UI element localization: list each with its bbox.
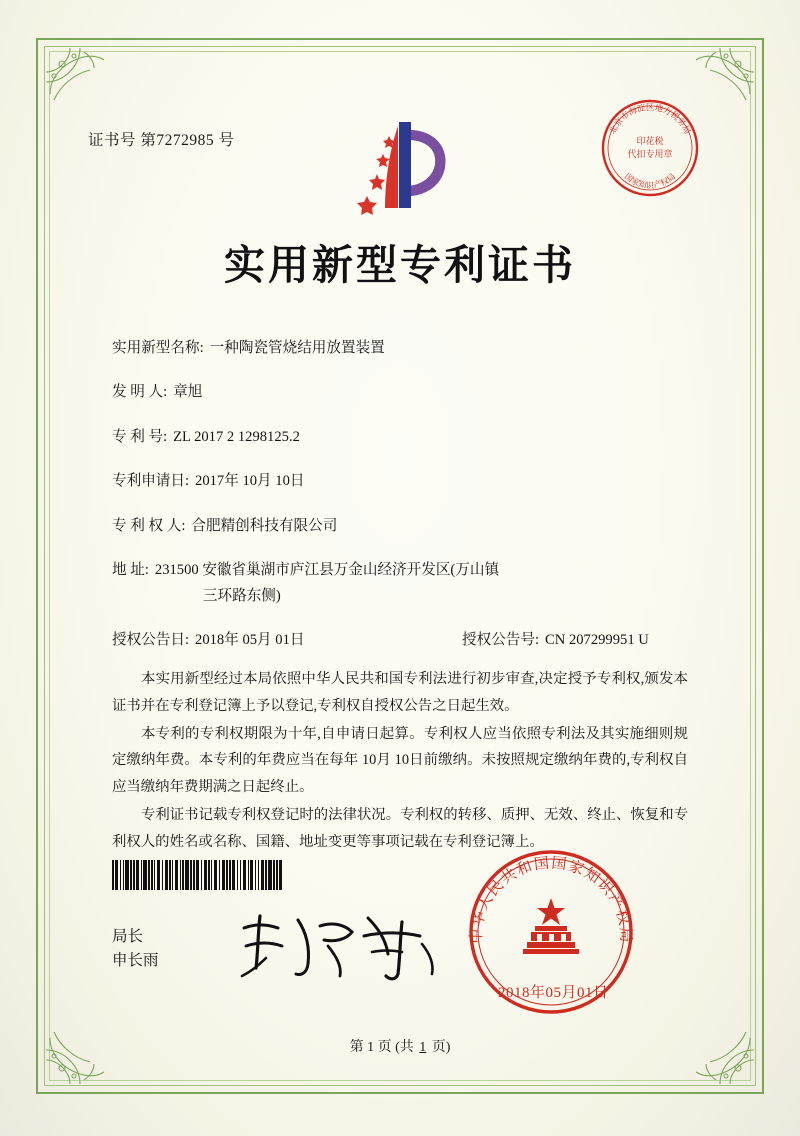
- svg-text:国家知识产权局: 国家知识产权局: [622, 171, 678, 190]
- paragraph: 本专利的专利权期限为十年,自申请日起算。专利权人应当依照专利法及其实施细则规定缴纳年费。本专利的年费应当在每年 10月 10日前缴纳。未按照规定缴纳年费的,专利权自应当缴纳年费期满之日起终止。: [112, 725, 688, 796]
- field-utility-model-name: [112, 338, 712, 360]
- paragraph: 专利证书记载专利权登记时的法律状况。专利权的转移、质押、无效、终止、恢复和专利权人的姓名或名称、国籍、地址变更等事项记载在专利登记簿上。: [112, 806, 688, 850]
- field-label: 专 利 权 人:: [112, 517, 186, 534]
- director-block: [112, 925, 159, 973]
- field-value: ZL 2017 2 1298125.2: [173, 428, 300, 445]
- field-value-line2: 三环路东侧): [202, 587, 281, 604]
- seal-date: 2018年05月01日: [498, 985, 609, 1001]
- field-inventor: [112, 382, 712, 404]
- svg-text:代扣专用章: 代扣专用章: [627, 149, 673, 159]
- field-label: 地 址:: [112, 561, 149, 578]
- tax-stamp-seal: [598, 96, 702, 200]
- field-value: 231500 安徽省巢湖市庐江县万金山经济开发区(万山镇: [154, 561, 500, 578]
- director-name: 申长雨: [112, 952, 159, 970]
- certificate-fields: [112, 338, 712, 652]
- field-label: 专利申请日:: [112, 473, 190, 490]
- field-label: 授权公告日:: [112, 632, 190, 649]
- page-footer-suffix: ): [445, 1040, 451, 1055]
- certificate-number: 证书号 第7272985 号: [88, 132, 235, 149]
- sipo-logo-icon: [341, 112, 461, 222]
- field-value: 合肥精创科技有限公司: [191, 517, 338, 534]
- field-patent-number: [112, 427, 712, 449]
- legal-text-block: [112, 666, 688, 856]
- field-value: 2017年 10月 10日: [195, 473, 305, 490]
- field-label: 授权公告号:: [462, 632, 540, 649]
- field-grant-notice-number: [462, 630, 649, 652]
- page-title: 实用新型专利证书: [224, 241, 576, 289]
- field-value: 章旭: [173, 384, 203, 401]
- svg-text:中华人民共和国国家知识产权局: 中华人民共和国国家知识产权局: [468, 855, 634, 945]
- director-label: 局长: [112, 928, 144, 945]
- field-value: 2018年 05月 01日: [195, 632, 305, 649]
- page-footer-prefix: 第 1 页 (共: [349, 1040, 418, 1055]
- field-address: [112, 560, 712, 608]
- field-grant-notice-row: [112, 630, 712, 652]
- field-label: 发 明 人:: [112, 384, 168, 401]
- handwritten-signature: [236, 906, 446, 984]
- paragraph: 本实用新型经过本局依照中华人民共和国专利法进行初步审查,决定授予专利权,颁发本证书并在专利登记簿上予以登记,专利权自授权公告之日起生效。: [112, 671, 688, 714]
- page-footer: [0, 1036, 800, 1056]
- field-label: 专 利 号:: [112, 428, 168, 445]
- field-grant-notice-date: [112, 630, 462, 652]
- page-footer-middle: 页: [428, 1040, 446, 1055]
- field-value: CN 207299951 U: [545, 632, 649, 649]
- svg-text:印花税: 印花税: [636, 136, 664, 146]
- field-value: 一种陶瓷管烧结用放置装置: [209, 340, 385, 356]
- svg-text:北京市海淀区地方税务局: 北京市海淀区地方税务局: [607, 103, 693, 136]
- field-patentee: [112, 516, 712, 538]
- field-label: 实用新型名称:: [112, 340, 204, 356]
- field-application-date: [112, 471, 712, 493]
- barcode: [112, 860, 308, 890]
- page-count: 1: [419, 1040, 427, 1055]
